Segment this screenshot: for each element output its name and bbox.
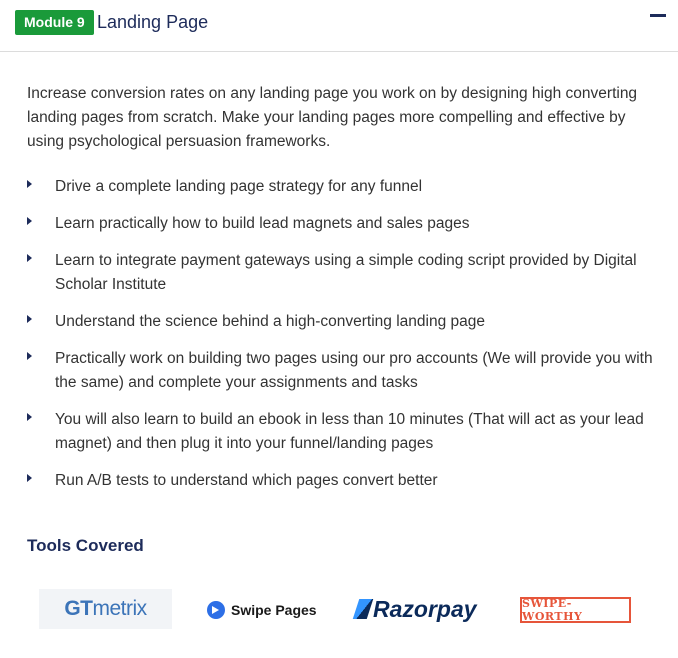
list-item [27,310,657,334]
module-description: Increase conversion rates on any landing page you work on by designing high converting landing pages from scratch. Make your landing pages more compelling and effective by using psychological persuasion frameworks. [27,85,638,150]
gtmetrix-logo [39,589,172,629]
swipe-worthy-logo [520,597,631,623]
swipe-pages-icon [207,601,225,619]
list-item-text: Learn practically how to build lead magnets and sales pages [55,215,470,232]
list-item-text: Learn to integrate payment gateways using a simple coding script provided by Digital Scholar Institute [55,252,637,293]
topic-list [27,175,657,506]
list-item [27,408,657,456]
list-item [27,212,657,236]
razorpay-logo [356,594,477,624]
bullet-triangle-icon [27,474,32,482]
razorpay-logo-text: Razorpay [373,595,477,622]
razorpay-mark-icon [353,599,373,619]
list-item-text: Understand the science behind a high-converting landing page [55,313,485,330]
gtmetrix-logo-metrix: metrix [92,597,147,620]
tools-covered-heading: Tools Covered [27,536,144,555]
module-badge: Module 9 [15,10,94,35]
list-item [27,249,657,297]
list-item-text: Drive a complete landing page strategy for any funnel [55,178,423,195]
list-item-text: You will also learn to build an ebook in less than 10 minutes (That will act as your lead magnet) and then plug it into your funnel/landing pages [55,411,644,452]
list-item [27,175,657,199]
minus-icon[interactable] [650,14,666,17]
module-title: Landing Page [97,12,209,32]
swipe-pages-logo [207,596,317,624]
bullet-triangle-icon [27,217,32,225]
swipe-worthy-logo-text: SWIPE-WORTHY [522,597,583,623]
bullet-triangle-icon [27,180,32,188]
bullet-triangle-icon [27,352,32,360]
gtmetrix-logo-gt: GT [64,597,93,620]
bullet-triangle-icon [27,413,32,421]
module-header[interactable] [0,0,678,52]
bullet-triangle-icon [27,315,32,323]
list-item-text: Practically work on building two pages using our pro accounts (We will provide you with the same) and complete your assignments and tasks [55,350,653,391]
bullet-triangle-icon [27,254,32,262]
list-item [27,469,657,493]
list-item-text: Run A/B tests to understand which pages convert better [55,472,438,489]
swipe-pages-logo-text: Swipe Pages [231,602,317,618]
list-item [27,347,657,395]
